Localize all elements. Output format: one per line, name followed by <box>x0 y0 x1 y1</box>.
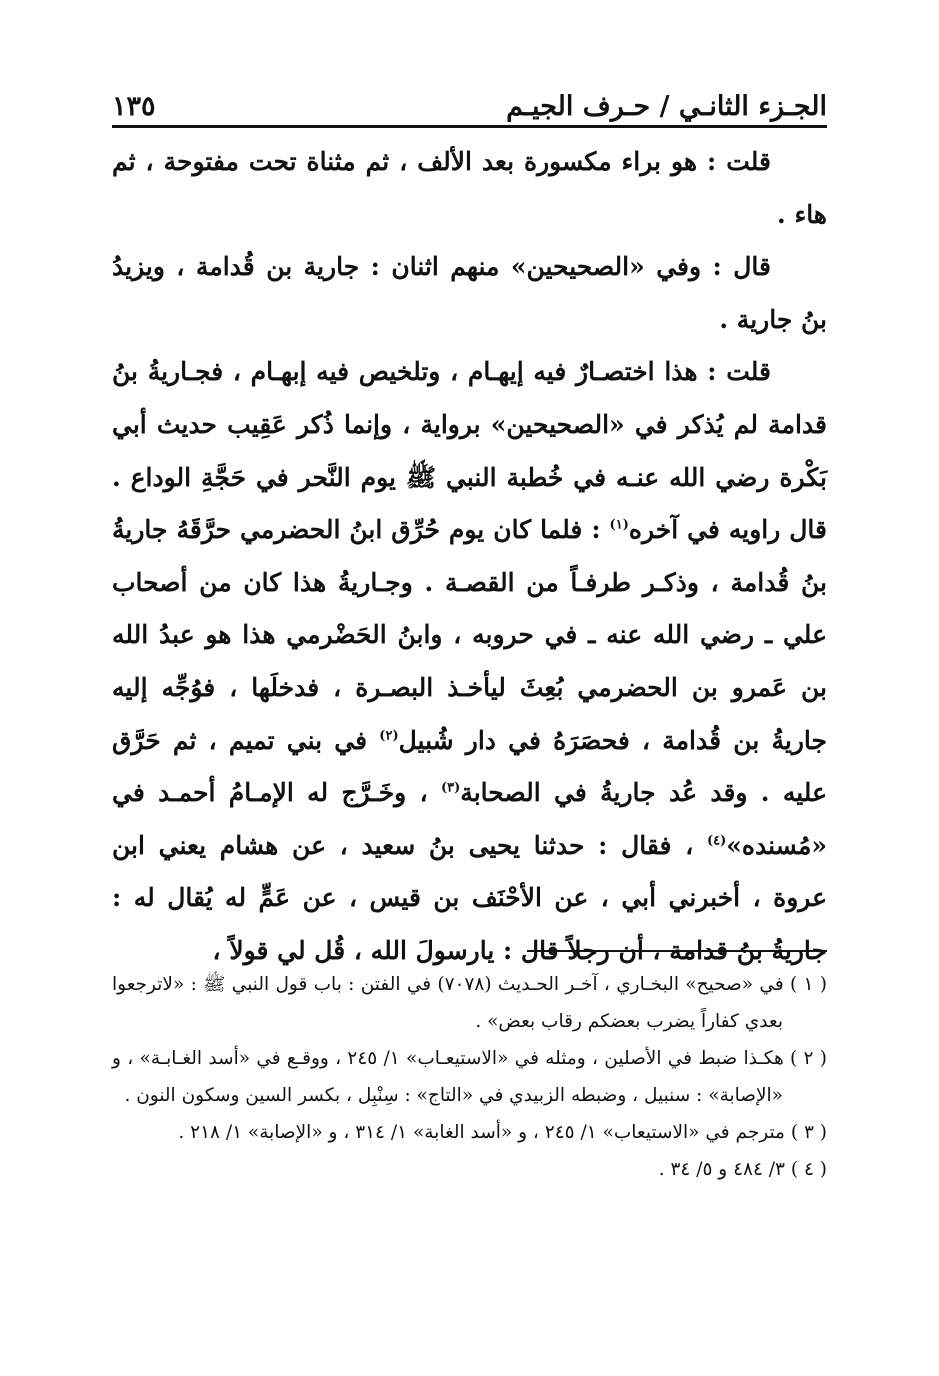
running-title: الجـزء الثانـي / حـرف الجيـم <box>506 91 827 122</box>
footnote-4: ( ٤ ) ٣/ ٤٨٤ و ٥/ ٣٤ . <box>658 1159 827 1180</box>
text-segment: فلما كان يوم حُرِّق ابنُ الحضرمي حرَّقَهُ جاريةُ بنُ قُدامة ، وذكـر طرفـاً من القصـة . وجـاريةُ هذا كان من أصحاب علي ـ رضي الله عنه ـ في حروبه ، وابنُ الحَضْرمي هذا هو عبدُ الله بن عَمرو بن الحضرمي بُعِثَ ليأخـذ البصـرة ، فدخلَها ، فوُجِّه إليه جاريةُ بن قُدامة ، فحصَرَهُ في دار شُبيل <box>112 515 827 755</box>
text-segment: فقال : حدثنا يحيى بنُ سعيد ، عن هشام يعني ابن عروة ، أخبرني أبي ، عن الأحْنَف بن قيس ، عن عَمٍّ له يُقال له : جاريةُ بنُ قدامة ، أن رجلاً قال : يارسولَ الله ، قُل لي قولاً ، <box>112 830 827 965</box>
footnote-2: ( ٢ ) هكـذا ضبط في الأصلين ، ومثله في «الاستيعـاب» ١/ ٢٤٥ ، ووقـع في «أسد الغـابـة» ، و «الإصابة» : سنبيل ، وضبطه الزبيدي في «التاج» : سِنْبِل ، بكسر السين وسكون النون . <box>112 1048 827 1106</box>
paragraph-3: قلت : هذا اختصـارٌ فيه إيهـام ، وتلخيص فيه إبهـام ، فجـاريةُ بنُ قدامة لم يُذكر في «الصحيحين» برواية ، وإنما ذُكر عَقِيب حديث أبي بَكْرة رضي الله عنـه في خُطبة النبي ﷺ يوم النَّحر في حَجَّةِ الوداع . قال راويه في آخره$^{(١)}$ : فلما كان يوم حُرِّق ابنُ الحضرمي حرَّقَهُ جاريةُ بنُ قُدامة ، وذكـر طرفـاً من القصـة . وجـاريةُ هذا كان من أصحاب علي ـ رضي الله عنه ـ في حروبه ، وابنُ الحَضْرمي هذا هو عبدُ الله بن عَمرو بن الحضرمي بُعِثَ ليأخـذ البصـرة ، فدخلَها ، فوُجِّه إليه جاريةُ بن قُدامة ، فحصَرَهُ في دار شُبيل$^{(٢)}$ في بني تميم ، ثم حَرَّق عليه . وقد عُد جاريةُ في الصحابة$^{(٣)}$ ، وخَـرَّج له الإمـامُ أحمـد في «مُسنده»$^{(٤)}$ ، فقال : حدثنا يحيى بنُ سعيد ، عن هشام يعني ابن عروة ، أخبرني أبي ، عن الأحْنَف بن قيس ، عن عَمٍّ له يُقال له : جاريةُ بنُ قدامة ، أن رجلاً قال : يارسولَ الله ، قُل لي قولاً ، <box>112 357 828 965</box>
footnote-marker-1: (١) <box>609 517 629 533</box>
text-segment: قلت : هذا اختصـارٌ فيه إيهـام ، وتلخيص فيه إبهـام ، فجـاريةُ بنُ قدامة لم يُذكر في «الصحيحين» برواية ، وإنما ذُكر عَقِيب حديث أبي بَكْرة رضي الله عنـه في خُطبة النبي ﷺ يوم النَّحر في حَجَّةِ الوداع . قال راويه في آخره <box>112 357 828 545</box>
footnote-marker-4: (٤) <box>706 833 727 849</box>
footnotes <box>112 966 827 1188</box>
text-segment: وخَـرَّج له الإمـامُ أحمـد في «مُسنده» <box>112 778 827 860</box>
header-rule <box>112 125 827 128</box>
text-segment: في بني تميم ، ثم حَرَّق عليه . وقد عُد جاريةُ في الصحابة <box>112 725 827 808</box>
main-text <box>112 136 827 978</box>
footnote-3: ( ٣ ) مترجم في «الاستيعاب» ١/ ٢٤٥ ، و «أسد الغابة» ١/ ٣١٤ ، و «الإصابة» ١/ ٢١٨ . <box>178 1122 827 1143</box>
paragraph-1: قلت : هو براء مكسورة بعد الألف ، ثم مثناة تحت مفتوحة ، ثم هاء . <box>112 147 827 229</box>
footnote-marker-3: (٣) <box>441 780 461 796</box>
footnote-1: ( ١ ) في «صحيح» البخـاري ، آخـر الحـديث (٧٠٧٨) في الفتن : باب قول النبي ﷺ : «لاترجعوا بعدي كفاراً يضرب بعضكم رقاب بعض» . <box>112 974 827 1032</box>
page-header <box>112 78 827 122</box>
footnote-marker-2: (٢) <box>379 728 399 744</box>
paragraph-2: قال : وفي «الصحيحين» منهم اثنان : جارية بن قُدامة ، ويزيدُ بنُ جارية . <box>112 252 827 334</box>
footnote-separator <box>527 950 827 952</box>
page-number: ١٣٥ <box>112 91 156 122</box>
